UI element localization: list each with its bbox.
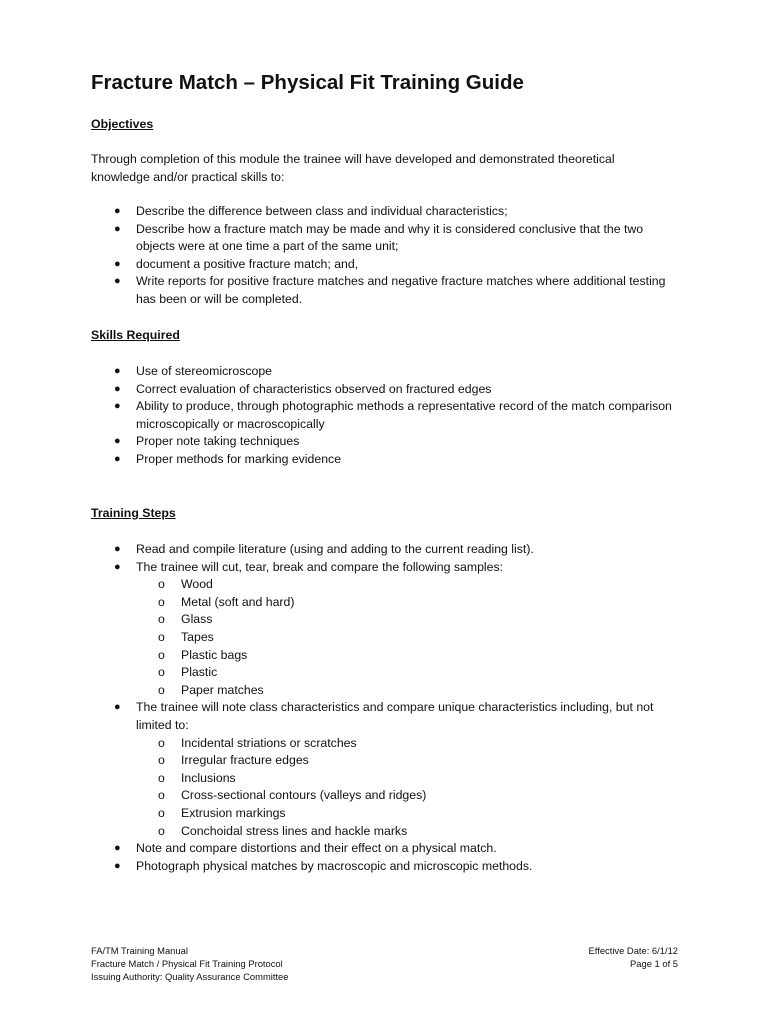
list-item bbox=[0, 221, 676, 256]
sub-bullet-icon: o bbox=[158, 788, 165, 803]
sub-bullet-icon: o bbox=[158, 577, 165, 592]
bullet-icon: ● bbox=[114, 701, 121, 714]
footer-right bbox=[589, 944, 678, 970]
sub-bullet-icon: o bbox=[158, 682, 165, 697]
list-item bbox=[0, 256, 676, 274]
list-item bbox=[0, 398, 676, 433]
sample-list bbox=[136, 576, 676, 699]
list-item bbox=[0, 433, 676, 451]
skill-text: Correct evaluation of characteristics observed on fractured edges bbox=[136, 381, 492, 396]
training-step-text: The trainee will cut, tear, break and compare the following samples: bbox=[136, 559, 504, 574]
bullet-icon: ● bbox=[114, 543, 121, 555]
bullet-icon: ● bbox=[114, 382, 121, 395]
sub-bullet-icon: o bbox=[158, 770, 165, 785]
list-item bbox=[0, 381, 676, 399]
objectives-heading: Objectives bbox=[91, 117, 154, 131]
skill-text: Proper methods for marking evidence bbox=[136, 451, 342, 466]
bullet-icon: ● bbox=[114, 222, 121, 235]
sub-bullet-icon: o bbox=[158, 594, 165, 609]
sub-bullet-icon: o bbox=[158, 753, 165, 768]
objectives-intro: Through completion of this module the trainee will have developed and demonstrated theoretical knowledge and/or practical skills to: bbox=[91, 152, 615, 184]
training-step-text: Read and compile literature (using and adding to the current reading list). bbox=[136, 542, 534, 556]
sub-item-text: Inclusions bbox=[181, 770, 236, 785]
sub-item-text: Wood bbox=[181, 577, 213, 592]
sub-item-text: Incidental striations or scratches bbox=[181, 735, 357, 750]
sub-list-item bbox=[136, 787, 676, 805]
sub-bullet-icon: o bbox=[158, 823, 165, 838]
objective-text: Write reports for positive fracture matches and negative fracture matches where additional testing has been or will be completed. bbox=[136, 274, 666, 306]
page-title: Fracture Match – Physical Fit Training Guide bbox=[91, 71, 524, 94]
sub-item-text: Paper matches bbox=[181, 682, 264, 697]
sub-list-item bbox=[136, 752, 676, 770]
bullet-icon: ● bbox=[114, 859, 121, 872]
sub-item-text: Extrusion markings bbox=[181, 805, 286, 820]
sub-bullet-icon: o bbox=[158, 629, 165, 644]
sub-bullet-icon: o bbox=[158, 735, 165, 750]
skills-list bbox=[0, 363, 676, 469]
sub-list-item bbox=[136, 611, 676, 629]
training-list bbox=[0, 541, 676, 875]
footer-page-number: Page 1 of 5 bbox=[630, 958, 678, 969]
bullet-icon: ● bbox=[114, 435, 121, 448]
objective-text: document a positive fracture match; and, bbox=[136, 256, 359, 271]
bullet-icon: ● bbox=[114, 560, 121, 573]
sub-list-item bbox=[136, 770, 676, 788]
list-item bbox=[0, 363, 676, 381]
sub-item-text: Tapes bbox=[181, 629, 214, 644]
characteristics-list bbox=[136, 735, 676, 841]
objective-text: Describe the difference between class and individual characteristics; bbox=[136, 204, 508, 218]
training-heading: Training Steps bbox=[91, 506, 176, 520]
list-item bbox=[0, 840, 676, 858]
list-item bbox=[0, 273, 676, 308]
skills-heading: Skills Required bbox=[91, 328, 180, 342]
sub-list-item bbox=[136, 735, 676, 753]
sub-item-text: Glass bbox=[181, 612, 213, 627]
sub-item-text: Plastic bags bbox=[181, 647, 248, 662]
sub-list-item bbox=[136, 664, 676, 682]
sub-list-item bbox=[136, 823, 676, 841]
objectives-list bbox=[0, 203, 676, 309]
skill-text: Ability to produce, through photographic methods a representative record of the match comparison microscopically or macroscopically bbox=[136, 399, 672, 431]
sub-list-item bbox=[136, 576, 676, 594]
list-item bbox=[0, 559, 676, 700]
sub-list-item bbox=[136, 647, 676, 665]
bullet-icon: ● bbox=[114, 205, 121, 217]
sub-bullet-icon: o bbox=[158, 647, 165, 662]
bullet-icon: ● bbox=[114, 400, 121, 413]
sub-item-text: Metal (soft and hard) bbox=[181, 594, 295, 609]
footer-issuing-authority: Issuing Authority: Quality Assurance Committee bbox=[91, 971, 289, 982]
bullet-icon: ● bbox=[114, 365, 121, 377]
footer-manual-name: FA/TM Training Manual bbox=[91, 945, 188, 956]
training-step-text: The trainee will note class characteristics and compare unique characteristics including, but not limited to: bbox=[136, 700, 654, 732]
list-item bbox=[0, 699, 676, 840]
bullet-icon: ● bbox=[114, 257, 121, 270]
list-item bbox=[0, 858, 676, 876]
footer-protocol-name: Fracture Match / Physical Fit Training Protocol bbox=[91, 958, 283, 969]
bullet-icon: ● bbox=[114, 275, 121, 288]
bullet-icon: ● bbox=[114, 842, 121, 855]
sub-list-item bbox=[136, 805, 676, 823]
sub-item-text: Cross-sectional contours (valleys and ridges) bbox=[181, 788, 427, 803]
sub-item-text: Plastic bbox=[181, 665, 218, 680]
bullet-icon: ● bbox=[114, 452, 121, 465]
sub-bullet-icon: o bbox=[158, 665, 165, 680]
sub-list-item bbox=[136, 594, 676, 612]
sub-list-item bbox=[136, 629, 676, 647]
sub-list-item bbox=[136, 682, 676, 700]
objective-text: Describe how a fracture match may be made and why it is considered conclusive that the two objects were at one time a part of the same unit; bbox=[136, 221, 644, 254]
sub-item-text: Irregular fracture edges bbox=[181, 753, 309, 768]
skill-text: Proper note taking techniques bbox=[136, 434, 300, 449]
sub-bullet-icon: o bbox=[158, 805, 165, 820]
list-item bbox=[0, 541, 676, 559]
sub-bullet-icon: o bbox=[158, 612, 165, 627]
sub-item-text: Conchoidal stress lines and hackle marks bbox=[181, 823, 408, 838]
footer-effective-date: Effective Date: 6/1/12 bbox=[588, 945, 678, 956]
training-step-text: Note and compare distortions and their effect on a physical match. bbox=[136, 841, 497, 856]
list-item bbox=[0, 203, 676, 221]
skill-text: Use of stereomicroscope bbox=[136, 364, 273, 378]
footer-left bbox=[91, 944, 288, 983]
training-step-text: Photograph physical matches by macroscopic and microscopic methods. bbox=[136, 858, 533, 873]
list-item bbox=[0, 451, 676, 469]
